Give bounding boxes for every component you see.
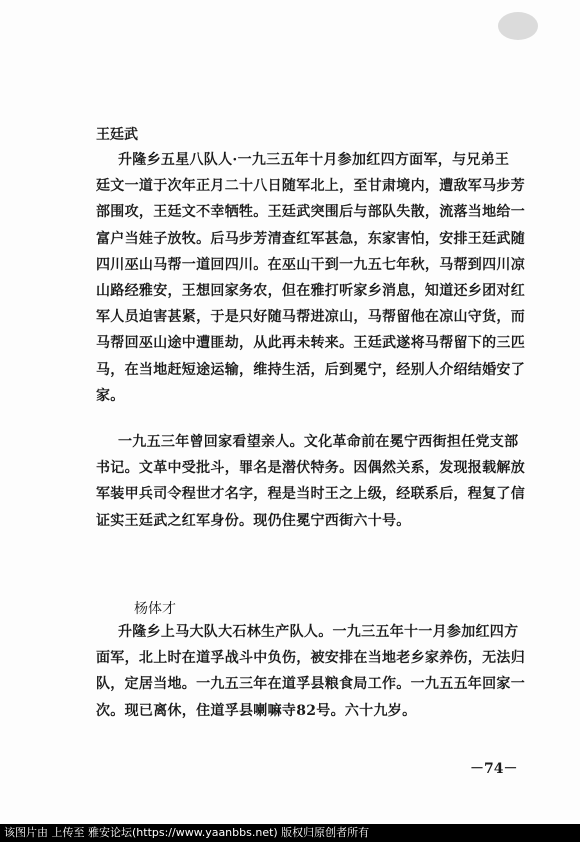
- watermark-footer: 该图片由 上传至 雅安论坛(https://www.yaanbbs.net) 版权归原创者所有: [0, 824, 580, 842]
- text-line: 马，在当地赶短途运输，维持生活，后到冕宁，经别人介绍结婚安了: [96, 361, 525, 378]
- text-line: 军人员迫害甚紧，于是只好随马帮进凉山，马帮留他在凉山守货，而: [96, 309, 525, 326]
- text-line: 四川巫山马帮一道回四川。在巫山干到一九五七年秋，马帮到四川凉: [96, 256, 525, 273]
- biography-paragraph-wang: [96, 147, 525, 409]
- text-line: 军装甲兵司令程世才名字，程是当时王之上级，经联系后，程复了信: [96, 486, 525, 503]
- person-heading-yang: 杨体才: [134, 601, 176, 617]
- text-line: 面军，北上时在道孚战斗中负伤，被安排在当地老乡家养伤，无法归: [96, 650, 525, 667]
- text-line: 书记。文革中受批斗，罪名是潜伏特务。因偶然关系，发现报载解放: [96, 460, 525, 477]
- text-line: 次。现已离休，住道孚县喇嘛寺82号。六十九岁。: [96, 702, 417, 719]
- text-line: 廷文一道于次年正月二十八日随军北上，至甘肃境内，遭敌军马步芳: [96, 178, 525, 195]
- text-line: 升隆乡五星八队人·一九三五年十月参加红四方面军，与兄弟王: [118, 152, 510, 168]
- text-line: 队，定居当地。一九五三年在道孚县粮食局工作。一九五五年回家一: [96, 676, 525, 693]
- biography-paragraph-yang: [96, 619, 525, 724]
- scan-smudge: [498, 12, 538, 40]
- text-line: 证实王廷武之红军身份。现仍住冕宁西街六十号。: [96, 512, 411, 529]
- text-line: 升隆乡上马大队大石林生产队人。一九三五年十一月参加红四方: [118, 624, 519, 640]
- page-number: －74－: [470, 761, 518, 777]
- text-line: 富户当娃子放牧。后马步芳清查红军甚急，东家害怕，安排王廷武随: [96, 230, 525, 247]
- text-line: 家。: [96, 387, 125, 404]
- person-heading-wang: 王廷武: [96, 127, 138, 143]
- text-line: 山路经雅安，王想回家务农，但在雅打听家乡消息，知道还乡团对红: [96, 283, 525, 300]
- text-line: 部围攻，王廷文不幸牺牲。王廷武突围后与部队失散，流落当地给一: [96, 204, 525, 221]
- text-line: 马帮回巫山途中遭匪劫，从此再未转来。王廷武遂将马帮留下的三匹: [96, 335, 525, 352]
- text-line: 一九五三年曾回家看望亲人。文化革命前在冕宁西街担任党支部: [118, 434, 519, 450]
- biography-paragraph-wang-later: [96, 429, 525, 534]
